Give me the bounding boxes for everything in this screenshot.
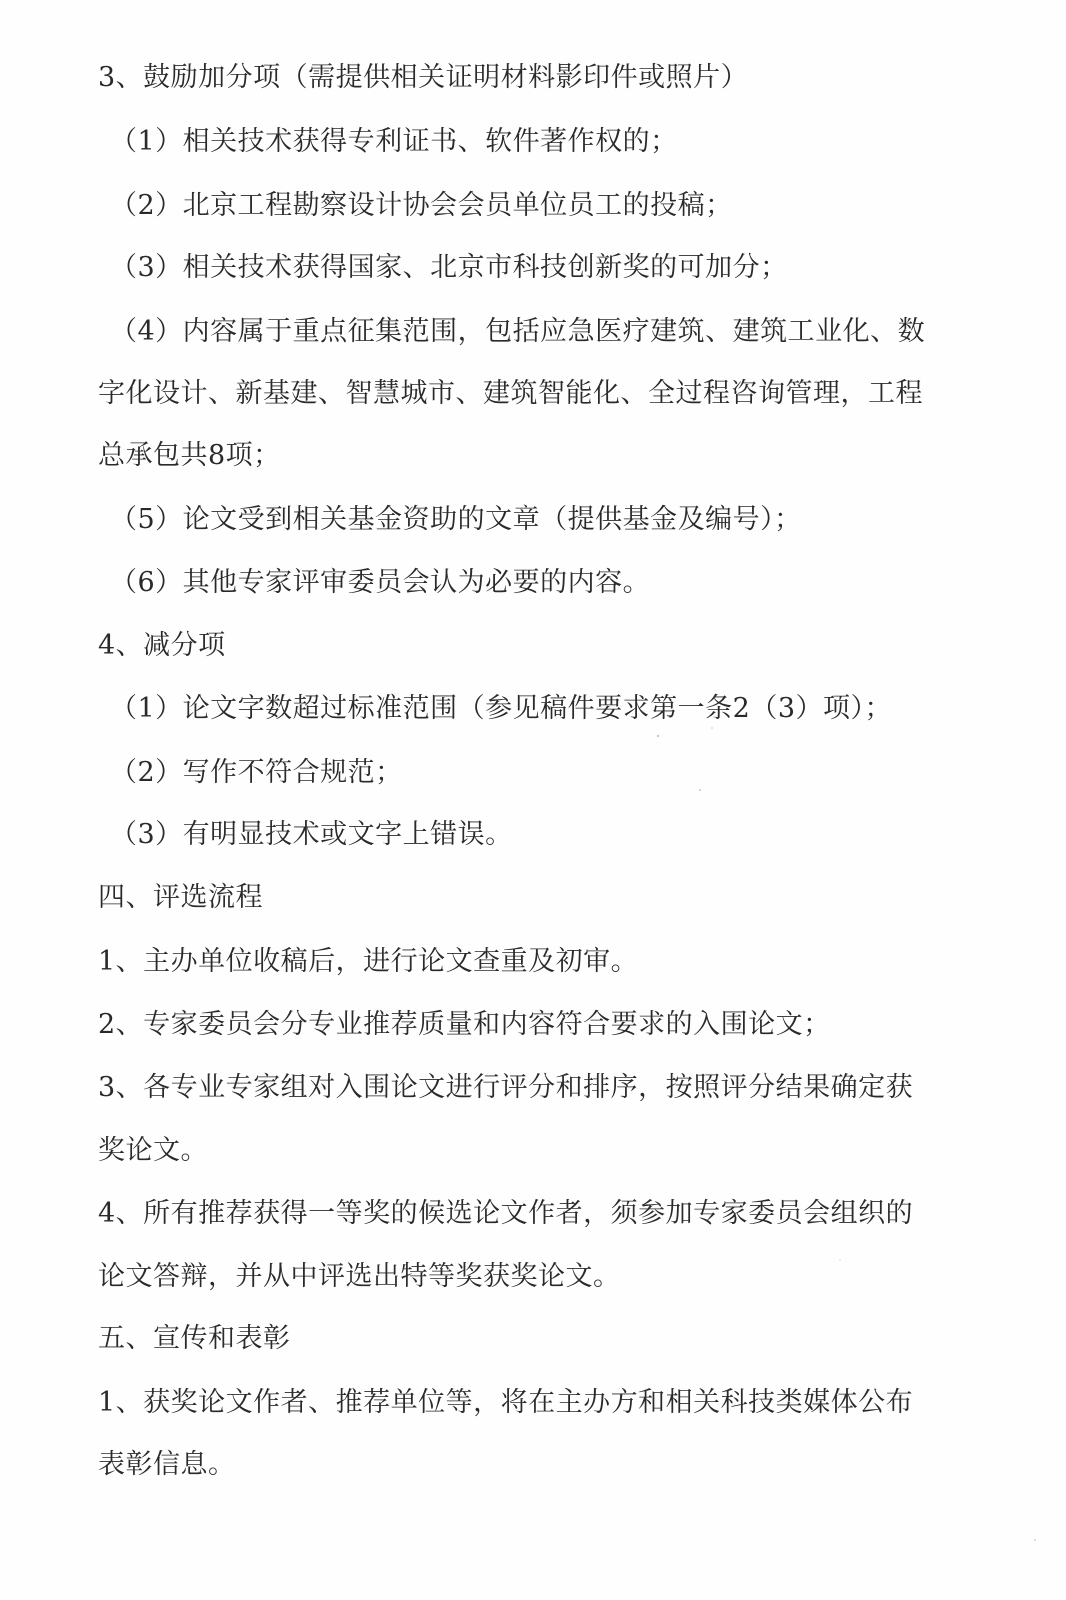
chapter4-heading: 四、评选流程: [98, 882, 263, 913]
bonus-item-4-line3: 总承包共8项；: [98, 440, 281, 471]
process-item-3-line2: 奖论文。: [98, 1135, 208, 1166]
section3-heading: 3、鼓励加分项（需提供相关证明材料影印件或照片）: [98, 62, 749, 93]
deduction-item-2: （2）写作不符合规范；: [110, 757, 403, 788]
bonus-item-1: （1）相关技术获得专利证书、软件著作权的；: [110, 126, 678, 157]
bonus-item-4-line2: 字化设计、新基建、智慧城市、建筑智能化、全过程咨询管理，工程: [98, 378, 923, 409]
bonus-item-5: （5）论文受到相关基金资助的文章（提供基金及编号）；: [110, 504, 802, 535]
bonus-item-3: （3）相关技术获得国家、北京市科技创新奖的可加分；: [110, 252, 788, 283]
bonus-item-2: （2）北京工程勘察设计协会会员单位员工的投稿；: [110, 190, 733, 221]
publicity-item-1-line2: 表彰信息。: [98, 1449, 236, 1480]
process-item-4-line2: 论文答辩，并从中评选出特等奖获奖论文。: [98, 1261, 621, 1292]
process-item-4-line1: 4、所有推荐获得一等奖的候选论文作者，须参加专家委员会组织的: [98, 1198, 914, 1229]
process-item-3-line1: 3、各专业专家组对入围论文进行评分和排序，按照评分结果确定获: [98, 1072, 914, 1103]
section4-heading: 4、减分项: [98, 630, 226, 661]
deduction-item-3: （3）有明显技术或文字上错误。: [110, 819, 513, 850]
chapter5-heading: 五、宣传和表彰: [98, 1323, 291, 1354]
deduction-item-1: （1）论文字数超过标准范围（参见稿件要求第一条2（3）项）；: [110, 693, 893, 724]
bonus-item-6: （6）其他专家评审委员会认为必要的内容。: [110, 567, 651, 598]
process-item-1: 1、主办单位收稿后，进行论文查重及初审。: [98, 946, 639, 977]
publicity-item-1-line1: 1、获奖论文作者、推荐单位等，将在主办方和相关科技类媒体公布: [98, 1387, 914, 1418]
process-item-2: 2、专家委员会分专业推荐质量和内容符合要求的入围论文；: [98, 1009, 831, 1040]
bonus-item-4-line1: （4）内容属于重点征集范围，包括应急医疗建筑、建筑工业化、数: [110, 316, 926, 347]
